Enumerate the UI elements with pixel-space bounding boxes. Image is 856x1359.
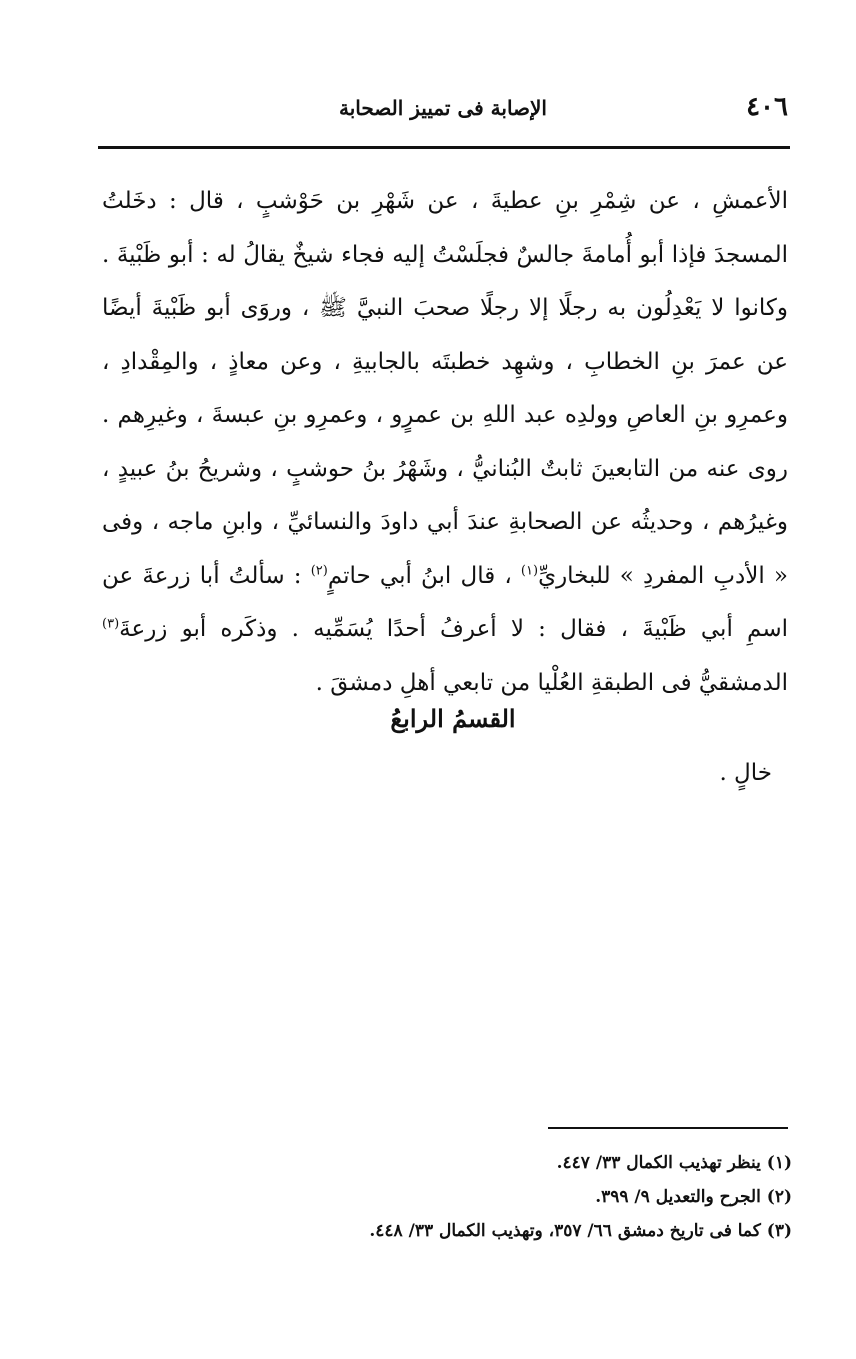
footnote-1: (١) ينظر تهذيب الكمال ٣٣/ ٤٤٧. — [556, 1153, 792, 1173]
footnote-divider — [548, 1127, 788, 1129]
footnotes — [300, 1146, 792, 1248]
text-segment: الدمشقيُّ فى الطبقةِ العُلْيا من تابعي أهلِ دمشقَ . — [315, 669, 788, 696]
running-title: الإصابة فى تمييز الصحابة — [339, 96, 547, 120]
section-entry-text: خالٍ . — [719, 760, 772, 786]
page-number: ٤٠٦ — [746, 92, 788, 122]
footnote-3: (٣) كما فى تاريخ دمشق ٦٦/ ٣٥٧، وتهذيب الكمال ٣٣/ ٤٤٨. — [369, 1221, 792, 1241]
text-segment: : سألتُ أبا زرعةَ عن اسمِ أبي ظَبْيةَ ، فقال : لا أعرفُ أحدًا يُسَمِّيه . وذكَره أبو زرعةَ — [102, 562, 788, 642]
footnote-2: (٢) الجرح والتعديل ٩/ ٣٩٩. — [595, 1187, 792, 1207]
section-heading: القسمُ الرابعُ — [390, 704, 516, 733]
footnote-ref-2: (٢) — [310, 562, 328, 578]
text-segment: الأعمشِ ، عن شِمْرِ بنِ عطيةَ ، عن شَهْرِ بن حَوْشبٍ ، قال : دخَلتُ المسجدَ فإذا أبو أُمامةَ جالسٌ فجلَسْتُ إليه فجاء شيخٌ يقالُ له : أبو ظَبْيةَ . وكانوا لا يَعْدِلُون به رجلًا إلا رجلًا صحبَ النبيَّ ﷺ ، وروَى أبو ظَبْيةَ أيضًا عن عمرَ بنِ الخطابِ ، وشهِد خطبتَه بالجابيةِ ، وعن معاذٍ ، والمِقْدادِ ، وعمرِو بنِ العاصِ وولدِه عبد اللهِ بن عمرٍو ، وعمرِو بنِ عبسةَ ، وغيرِهم . روى عنه من التابعينَ ثابتٌ البُنانيُّ ، وشَهْرُ بنُ حوشبٍ ، وشريحُ بنُ عبيدٍ ، وغيرُهم ، وحديثُه عن الصحابةِ عندَ أبي داودَ والنسائيِّ ، وابنِ ماجه ، وفى « الأدبِ المفردِ » للبخاريِّ — [102, 188, 789, 589]
footnote-ref-3: (٣) — [102, 616, 120, 632]
main-text — [102, 175, 788, 710]
page-header — [98, 92, 788, 132]
header-divider — [98, 146, 790, 149]
footnote-ref-1: (١) — [520, 562, 539, 578]
main-paragraph — [102, 175, 788, 710]
text-segment: ، قال ابنُ أبي حاتمٍ — [327, 562, 521, 589]
